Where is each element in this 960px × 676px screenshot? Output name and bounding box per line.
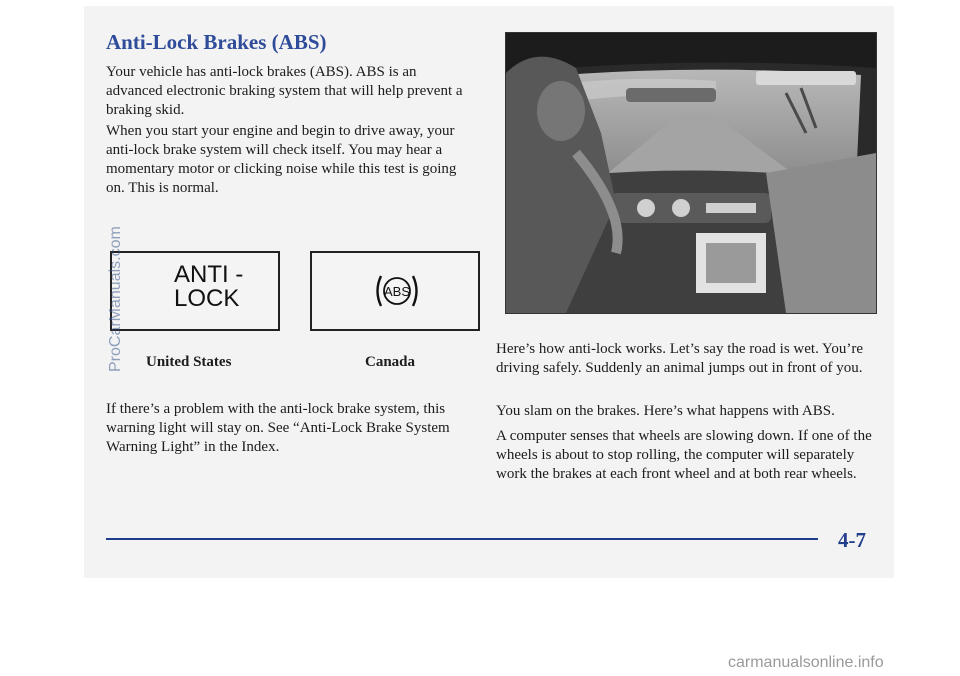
warning-paragraph: If there’s a problem with the anti-lock brake system, this warning light will stay on. See “Anti-Lock Brake System Warning Light” in the Index. (106, 401, 450, 455)
side-watermark: ProCarManuals.com (107, 226, 124, 372)
footer-rule (106, 538, 818, 540)
section-title: Anti-Lock Brakes (ABS) (106, 30, 327, 54)
us-warning-light-symbol (110, 251, 280, 331)
anti-lock-label: ANTI - LOCK (174, 261, 244, 312)
driver-view-photo (505, 32, 877, 314)
self-check-paragraph: When you start your engine and begin to drive away, your anti-lock brake system will check itself. You may hear a momentary motor or clicking noise while this test is going on. This is normal. (106, 123, 457, 196)
canada-caption: Canada (365, 354, 416, 370)
canada-warning-light-symbol (310, 251, 480, 331)
page-number: 4-7 (838, 528, 866, 552)
how-it-works-paragraph: Here’s how anti-lock works. Let’s say the road is wet. You’re driving safely. Suddenly an animal jumps out in front of you. (496, 341, 864, 376)
intro-paragraph: Your vehicle has anti-lock brakes (ABS). ABS is an advanced electronic braking system that will help prevent a braking skid. (106, 64, 463, 118)
abs-icon (373, 266, 421, 316)
us-caption: United States (146, 354, 232, 370)
footer-watermark: carmanualsonline.info (728, 654, 884, 671)
abs-icon-label: ABS (383, 284, 411, 299)
computer-paragraph: A computer senses that wheels are slowing down. If one of the wheels is about to stop rolling, the computer will separately work the brakes at each front wheel and at both rear wheels. (496, 428, 872, 482)
brakes-paragraph: You slam on the brakes. Here’s what happens with ABS. (496, 403, 835, 419)
